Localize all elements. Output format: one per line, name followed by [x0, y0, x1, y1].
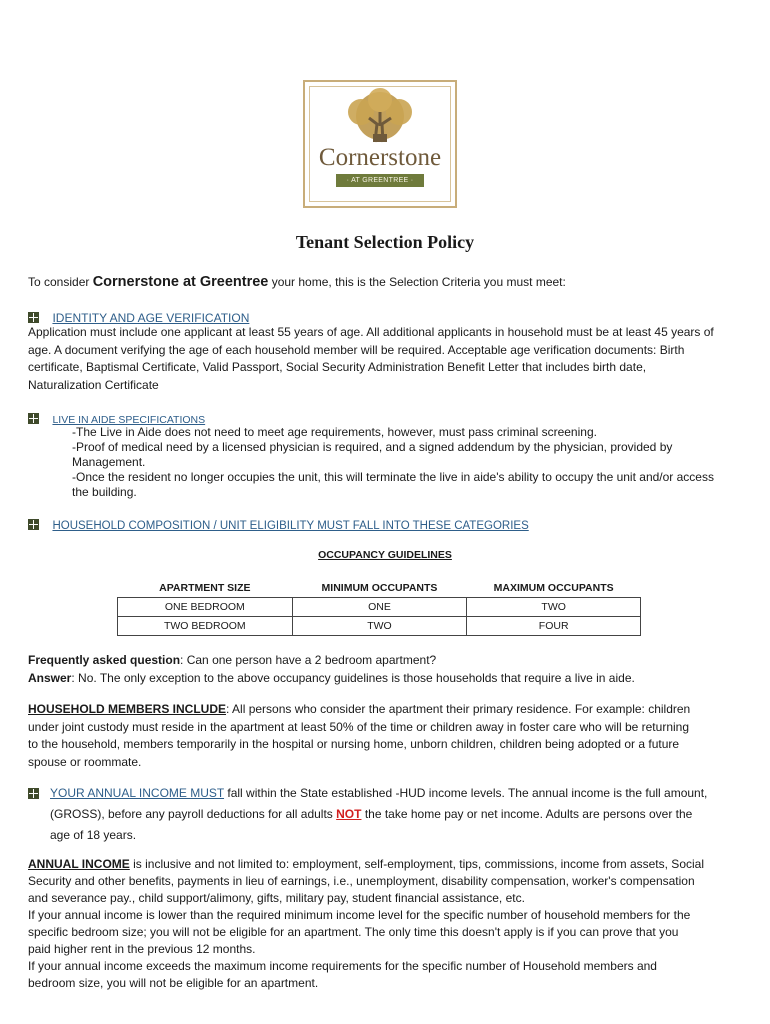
faq-question	[28, 652, 758, 670]
table-cell: TWO	[467, 598, 641, 617]
annual-line: paid higher rent in the previous 12 months.	[28, 942, 256, 956]
table-row	[118, 598, 641, 617]
identity-heading: IDENTITY AND AGE VERIFICATION	[52, 311, 250, 325]
live-in-line: Management.	[72, 455, 146, 469]
live-in-line: the building.	[72, 485, 137, 499]
household-heading-row	[28, 516, 529, 534]
members-line: to the household, members temporarily in the hospital or nursing home, unborn children, children being adopted or a future	[28, 737, 680, 751]
intro-property-name: Cornerstone at Greentree	[92, 274, 269, 290]
identity-line: certificate, Baptismal Certificate, Valid Passport, Social Security Administration Benefit Letter that includes birth date,	[28, 360, 647, 374]
table-cell: ONE	[292, 598, 467, 617]
plus-box-icon	[28, 519, 39, 530]
annual-line: specific bedroom size; you will not be eligible for an apartment. The only time this doesn't apply is if you can prove that you	[28, 925, 679, 939]
table-cell: TWO	[292, 617, 467, 636]
income-text: the take home pay or net income. Adults are persons over the	[361, 807, 693, 821]
income-heading: YOUR ANNUAL INCOME MUST	[50, 786, 225, 800]
identity-body	[28, 324, 758, 394]
faq	[28, 652, 758, 687]
annual-line: If your annual income is lower than the required minimum income level for the specific number of household members for the	[28, 908, 691, 922]
household-members	[28, 701, 763, 771]
live-in-line: -The Live in Aide does not need to meet age requirements, however, must pass criminal screening.	[72, 425, 597, 439]
income-line	[50, 804, 760, 825]
tree-icon	[305, 82, 455, 146]
occupancy-table	[117, 579, 641, 636]
faq-answer-text: : No. The only exception to the above occupancy guidelines is those households that require a live in aide.	[71, 670, 635, 685]
household-heading: HOUSEHOLD COMPOSITION / UNIT ELIGIBILITY MUST FALL INTO THESE CATEGORIES	[52, 520, 529, 532]
members-line: under joint custody must reside in the apartment at least 50% of the time or children away in foster care who will be returning	[28, 719, 690, 734]
live-in-line: -Proof of medical need by a licensed physician is required, and a signed addendum by the physician, provided by	[72, 440, 673, 454]
income-line: age of 18 years.	[50, 828, 137, 842]
identity-line: Application must include one applicant at least 55 years of age. All additional applicants in household must be at least 45 years of	[28, 325, 714, 339]
occupancy-title: OCCUPANCY GUIDELINES	[318, 549, 452, 561]
annual-line: If your annual income exceeds the maximum income requirements for the specific number of Household members and	[28, 959, 657, 973]
table-header: APARTMENT SIZE	[159, 582, 251, 594]
intro-suffix: your home, this is the Selection Criteria you must meet:	[268, 275, 566, 289]
table-header-row	[118, 579, 641, 598]
table-cell: ONE BEDROOM	[118, 598, 293, 617]
annual-income	[28, 856, 763, 992]
annual-first-line	[28, 856, 763, 873]
plus-box-icon	[28, 312, 39, 323]
members-text: : All persons who consider the apartment their primary residence. For example: children	[226, 702, 691, 716]
table-cell: TWO BEDROOM	[118, 617, 293, 636]
annual-label: ANNUAL INCOME	[28, 857, 130, 871]
not-emphasis: NOT	[336, 807, 362, 821]
live-in-line: -Once the resident no longer occupies the unit, this will terminate the live in aide's ability to occupy the unit and/or access	[72, 470, 714, 484]
table-row	[118, 617, 641, 636]
members-first-line	[28, 701, 763, 719]
intro-prefix: To consider	[28, 275, 93, 289]
table-header: MINIMUM OCCUPANTS	[321, 582, 438, 594]
annual-line: bedroom size, you will not be eligible for an apartment.	[28, 976, 319, 990]
faq-question-text: : Can one person have a 2 bedroom apartment?	[180, 653, 437, 667]
annual-line: and severance pay., child support/alimony, gifts, military pay, student financial assistance, etc.	[28, 891, 525, 905]
live-in-heading: LIVE IN AIDE SPECIFICATIONS	[52, 414, 206, 426]
intro-line	[28, 274, 566, 290]
cornerstone-logo	[303, 80, 457, 208]
annual-line: Security and other benefits, payments in lieu of earnings, i.e., unemployment, disability compensation, worker's compensation	[28, 874, 695, 888]
identity-line: age. A document verifying the age of each household member will be required. Acceptable age verification documents: Birth	[28, 342, 685, 357]
logo-wordmark: Cornerstone	[318, 144, 442, 171]
plus-box-icon	[28, 788, 39, 799]
annual-text: is inclusive and not limited to: employment, self-employment, tips, commissions, income from assets, Social	[129, 857, 704, 871]
live-in-body	[72, 425, 762, 500]
faq-question-label: Frequently asked question	[28, 653, 181, 667]
income-body	[50, 783, 760, 846]
members-label: HOUSEHOLD MEMBERS INCLUDE	[28, 702, 227, 716]
income-first-line	[50, 783, 760, 804]
income-bullet	[28, 785, 39, 803]
income-text: fall within the State established -HUD income levels. The annual income is the full amount,	[224, 786, 708, 800]
page-title: Tenant Selection Policy	[295, 232, 475, 252]
table-cell: FOUR	[467, 617, 641, 636]
identity-line: Naturalization Certificate	[28, 377, 159, 392]
faq-answer-label: Answer	[28, 670, 72, 685]
table-header: MAXIMUM OCCUPANTS	[493, 582, 614, 594]
plus-box-icon	[28, 413, 39, 424]
logo-tagline: · AT GREENTREE ·	[336, 174, 424, 187]
members-line: spouse or roommate.	[28, 754, 142, 769]
income-text: (GROSS), before any payroll deductions for all adults	[50, 807, 337, 821]
faq-answer	[28, 670, 758, 688]
